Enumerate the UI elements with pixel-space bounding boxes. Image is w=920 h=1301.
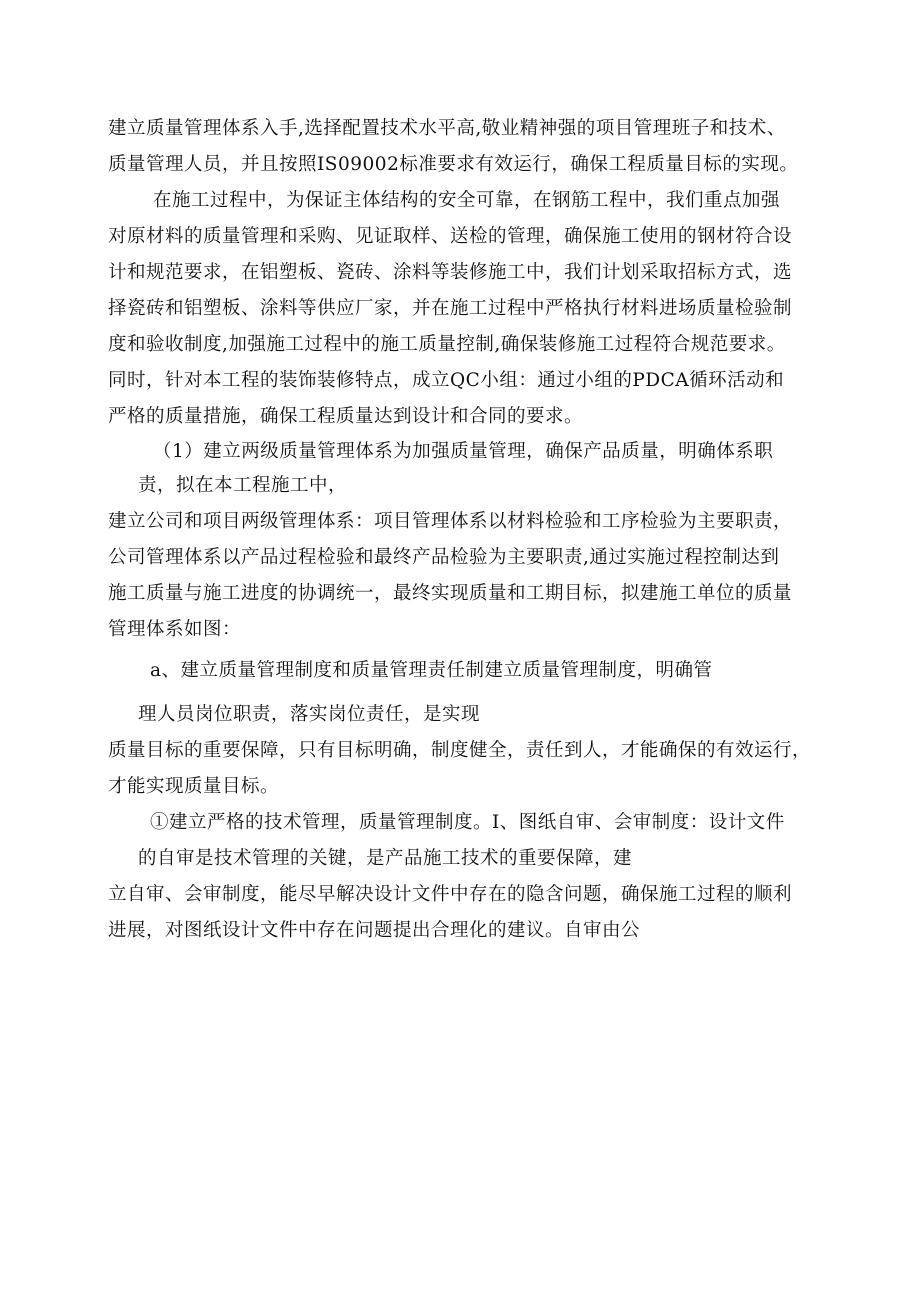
text-line: 质量管理人员，并且按照IS09002标准要求有效运行，确保工程质量目标的实现。 xyxy=(108,154,799,175)
text-line: 管理体系如图： xyxy=(108,619,242,640)
text-line: 对原材料的质量管理和采购、见证取样、送检的管理，确保施工使用的钢材符合设 xyxy=(108,226,793,247)
subsection-heading: a、建立质量管理制度和质量管理责任制建立质量管理制度，明确管 xyxy=(150,660,713,681)
text-line: 建立质量管理体系入手,选择配置技术水平高,敬业精神强的项目管理班子和技术、 xyxy=(108,118,786,139)
text-line: 度和验收制度,加强施工过程中的施工质量控制,确保装修施工过程符合规范要求。 xyxy=(108,334,786,355)
text-line: 施工质量与施工进度的协调统一，最终实现质量和工期目标，拟建施工单位的质量 xyxy=(108,583,793,604)
text-line: 择瓷砖和铝塑板、涂料等供应厂家，并在施工过程中严格执行材料进场质量检验制 xyxy=(108,298,793,319)
text-line: 立自审、会审制度，能尽早解决设计文件中存在的隐含问题，确保施工过程的顺利 xyxy=(108,884,793,905)
text-line: 进展，对图纸设计文件中存在问题提出合理化的建议。自审由公 xyxy=(108,920,641,941)
text-line: 公司管理体系以产品过程检验和最终产品检验为主要职责,通过实施过程控制达到 xyxy=(108,547,780,568)
text-line: 严格的质量措施，确保工程质量达到设计和合同的要求。 xyxy=(108,406,584,427)
text-line: 理人员岗位职责，落实岗位责任，是实现 xyxy=(138,704,481,725)
paragraph-start: 在施工过程中，为保证主体结构的安全可靠，在钢筋工程中，我们重点加强 xyxy=(153,190,781,211)
text-line: 的自审是技术管理的关键，是产品施工技术的重要保障，建 xyxy=(138,848,633,869)
text-line: 计和规范要求，在铝塑板、瓷砖、涂料等装修施工中，我们计划采取招标方式，选 xyxy=(108,262,793,283)
text-line: 责，拟在本工程施工中， xyxy=(138,475,348,496)
text-line: 同时，针对本工程的装饰装修特点，成立QC小组：通过小组的PDCA循环活动和 xyxy=(108,370,785,391)
text-line: 质量目标的重要保障，只有目标明确，制度健全，责任到人，才能确保的有效运行， xyxy=(108,740,812,761)
subsection-heading: ①建立严格的技术管理，质量管理制度。I、图纸自审、会审制度：设计文件 xyxy=(150,812,785,833)
text-line: 建立公司和项目两级管理体系：项目管理体系以材料检验和工序检验为主要职责， xyxy=(108,511,793,532)
section-heading: （1）建立两级质量管理体系为加强质量管理，确保产品质量，明确体系职 xyxy=(153,441,774,462)
text-line: 才能实现质量目标。 xyxy=(108,776,280,797)
